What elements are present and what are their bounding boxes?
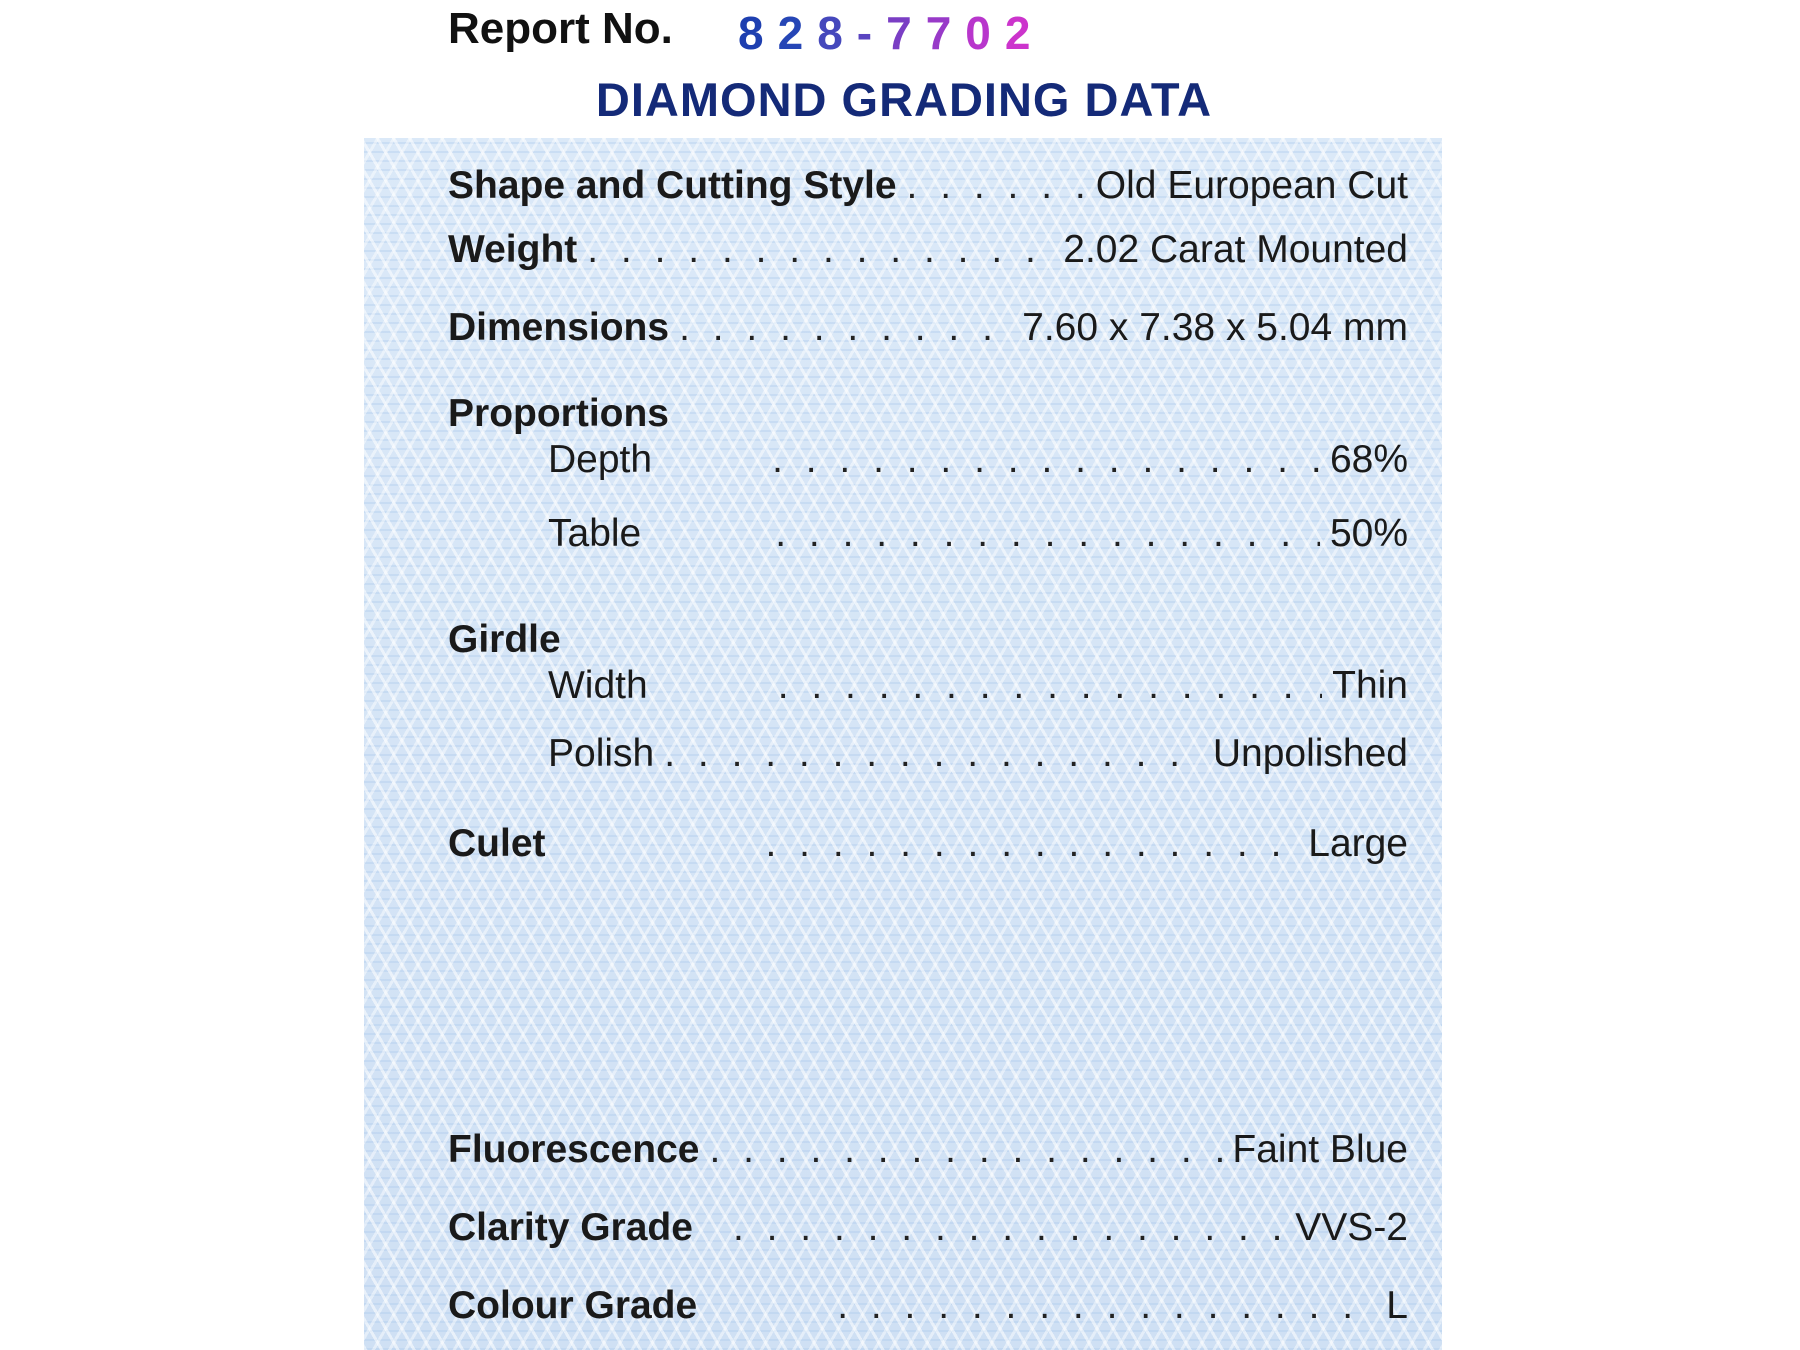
depth-label: Depth [548,438,653,481]
report-number-label: Report No. [448,4,673,53]
clarity-value: VVS-2 [1295,1206,1408,1249]
girdle-polish-label: Polish [548,732,655,775]
dimensions-row [448,306,1408,362]
dimensions-value: 7.60 x 7.38 x 5.04 mm [1022,306,1408,349]
fluorescence-row [448,1128,1408,1184]
colour-row [448,1284,1408,1340]
clarity-label: Clarity Grade [448,1206,693,1249]
table-row [448,512,1408,568]
weight-label: Weight [448,228,578,271]
girdle-width-value: Thin [1332,664,1408,707]
leader-dots [587,228,1053,272]
shape-label: Shape and Cutting Style [448,164,897,207]
girdle-polish-row [448,732,1408,788]
report-number-char: - [856,7,887,59]
shape-row [448,164,1408,220]
fluorescence-value: Faint Blue [1232,1128,1408,1171]
colour-value: L [1386,1284,1408,1327]
leader-dots [766,822,1299,866]
report-number-char: 7 [925,7,966,59]
depth-value: 68% [1329,438,1408,481]
report-number-char: 8 [817,7,857,59]
shape-value: Old European Cut [1095,164,1408,207]
leader-dots [837,1284,1376,1328]
report-number-char: 8 [738,7,778,59]
report-number-char: 0 [965,7,1005,59]
weight-row [448,228,1408,284]
table-value: 50% [1329,512,1408,555]
report-number-char: 2 [1004,7,1045,59]
report-number-char: 7 [886,7,926,59]
leader-dots [733,1206,1285,1250]
girdle-heading: Girdle [448,618,561,661]
leader-dots [775,512,1320,556]
leader-dots [664,732,1203,776]
report-number-char: 2 [777,7,818,59]
leader-dots [709,1128,1222,1172]
document-title: DIAMOND GRADING DATA [595,73,1213,126]
clarity-row [448,1206,1408,1262]
leader-dots [679,306,1012,350]
report-number [738,6,1044,60]
girdle-polish-value: Unpolished [1212,732,1408,775]
leader-dots [907,164,1086,208]
weight-value: 2.02 Carat Mounted [1063,228,1408,271]
fluorescence-label: Fluorescence [448,1128,700,1171]
table-label: Table [548,512,642,555]
culet-label: Culet [448,822,546,865]
dimensions-label: Dimensions [448,306,670,349]
colour-label: Colour Grade [448,1284,698,1327]
culet-value: Large [1308,822,1408,865]
leader-dots [772,438,1320,482]
proportions-heading: Proportions [448,392,669,435]
girdle-width-label: Width [548,664,648,707]
girdle-width-row [448,664,1408,720]
culet-row [448,822,1408,878]
leader-dots [778,664,1322,708]
depth-row [448,438,1408,494]
